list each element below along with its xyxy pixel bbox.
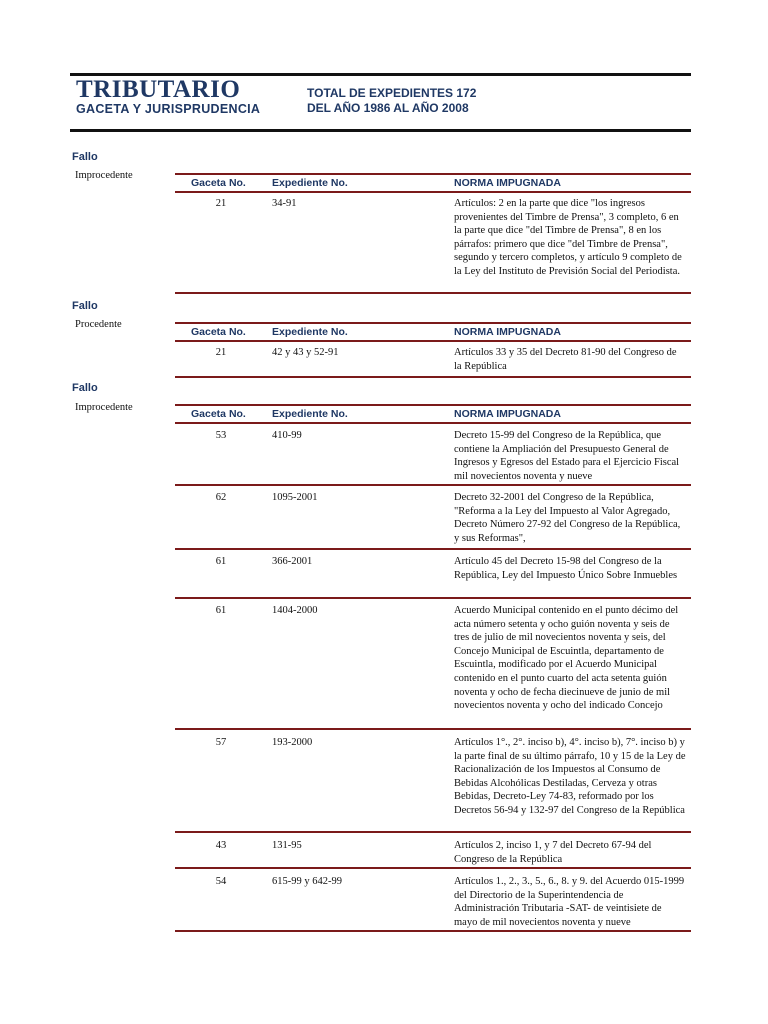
expediente-cell: 1095-2001 <box>272 492 318 503</box>
gaceta-cell: 53 <box>215 430 227 441</box>
expediente-cell: 1404-2000 <box>272 605 318 616</box>
total-line-2: DEL AÑO 1986 AL AÑO 2008 <box>307 101 469 115</box>
column-header-gaceta: Gaceta No. <box>191 177 246 189</box>
norma-cell: Decreto 32-2001 del Congreso de la República, "Reforma a la Ley del Impuesto al Valor Agregado, Decreto Número 27-92 del Congreso de la República, y sus Reformas", <box>454 492 681 544</box>
gaceta-cell: 57 <box>215 737 227 748</box>
gaceta-cell: 43 <box>215 840 227 851</box>
norma-cell: Artículo 45 del Decreto 15-98 del Congreso de la República, Ley del Impuesto Único Sobre Inmuebles <box>454 556 678 581</box>
expediente-cell: 131-95 <box>272 840 302 851</box>
fallo-label: Fallo <box>72 382 98 394</box>
fallo-label: Fallo <box>72 300 98 312</box>
norma-cell: Decreto 15-99 del Congreso de la República, que contiene la Ampliación del Presupuesto General de Ingresos y Egresos del Estado para el Ejercicio Fiscal mil novecientos noventa y nueve <box>454 430 680 482</box>
column-header-expediente: Expediente No. <box>272 408 348 420</box>
expediente-cell: 42 y 43 y 52-91 <box>272 347 339 358</box>
row-divider <box>175 867 691 869</box>
gaceta-cell: 62 <box>215 492 227 503</box>
norma-cell: Artículos 33 y 35 del Decreto 81-90 del Congreso de la República <box>454 347 677 372</box>
gaceta-cell: 21 <box>215 347 227 358</box>
norma-cell: Acuerdo Municipal contenido en el punto décimo del acta número setenta y ocho guión noventa y seis de tres de julio de mil novecientos noventa y seis, del Concejo Municipal de Escuintla, departamento de Escuintla, modificado por el Acuerdo Municipal contenido en el punto cuarto del acta setenta guión noventa y ocho de fecha diecinueve de junio de mil novecientos noventa y ocho del indicado Concejo <box>454 605 679 712</box>
expediente-cell: 410-99 <box>272 430 302 441</box>
table-header-rule <box>175 422 691 424</box>
row-divider <box>175 292 691 294</box>
column-header-expediente: Expediente No. <box>272 177 348 189</box>
table-header-rule <box>175 340 691 342</box>
fallo-result: Improcedente <box>75 170 133 181</box>
row-divider <box>175 831 691 833</box>
fallo-result: Improcedente <box>75 402 133 413</box>
column-header-norma: NORMA IMPUGNADA <box>454 326 561 338</box>
norma-cell: Artículos 2, inciso 1, y 7 del Decreto 67-94 del Congreso de la República <box>454 840 652 865</box>
row-divider <box>175 376 691 378</box>
expediente-cell: 193-2000 <box>272 737 313 748</box>
expediente-cell: 615-99 y 642-99 <box>272 876 342 887</box>
column-header-norma: NORMA IMPUGNADA <box>454 408 561 420</box>
table-header-rule <box>175 173 691 175</box>
column-header-gaceta: Gaceta No. <box>191 408 246 420</box>
header-bottom-rule <box>70 129 691 132</box>
fallo-result: Procedente <box>75 319 122 330</box>
total-line-1: TOTAL DE EXPEDIENTES 172 <box>307 86 477 100</box>
row-divider <box>175 728 691 730</box>
row-divider <box>175 597 691 599</box>
column-header-expediente: Expediente No. <box>272 326 348 338</box>
gaceta-cell: 54 <box>215 876 227 887</box>
table-header-rule <box>175 404 691 406</box>
column-header-gaceta: Gaceta No. <box>191 326 246 338</box>
norma-cell: Artículos: 2 en la parte que dice "los ingresos provenientes del Timbre de Prensa", 3 completo, 6 en la parte que dice "del Timbre de Prensa", 8 en los párrafos: primero que dice "del Timbre de Prensa", segundo y tercero completos, y artículo 9 completo de la Ley del Instituto de Previsión Social del Periodista. <box>454 198 682 277</box>
row-divider <box>175 548 691 550</box>
page-title: TRIBUTARIO <box>76 76 241 103</box>
norma-cell: Artículos 1°., 2°. inciso b), 4°. inciso b), 7°. inciso b) y la parte final de su último párrafo, 10 y 15 de la Ley de Racionalización de los Impuestos al Consumo de Bebidas Alcohólicas Destiladas, Cerveza y otras Bebidas, Decreto-Ley 74-83, reformado por los Decretos 56-94 y 132-97 del Congreso de la República <box>454 737 686 816</box>
gaceta-cell: 61 <box>215 556 227 567</box>
row-divider <box>175 484 691 486</box>
fallo-label: Fallo <box>72 151 98 163</box>
table-header-rule <box>175 191 691 193</box>
norma-cell: Artículos 1., 2., 3., 5., 6., 8. y 9. del Acuerdo 015-1999 del Directorio de la Superintendencia de Administración Tributaria -SAT- de veintisiete de mayo de mil novecientos noventa y nueve <box>454 876 685 928</box>
gaceta-cell: 61 <box>215 605 227 616</box>
expediente-cell: 366-2001 <box>272 556 313 567</box>
table-header-rule <box>175 322 691 324</box>
total-expedientes <box>307 86 476 116</box>
gaceta-cell: 21 <box>215 198 227 209</box>
row-divider <box>175 930 691 932</box>
expediente-cell: 34-91 <box>272 198 297 209</box>
column-header-norma: NORMA IMPUGNADA <box>454 177 561 189</box>
page-subtitle: GACETA Y JURISPRUDENCIA <box>76 102 261 116</box>
